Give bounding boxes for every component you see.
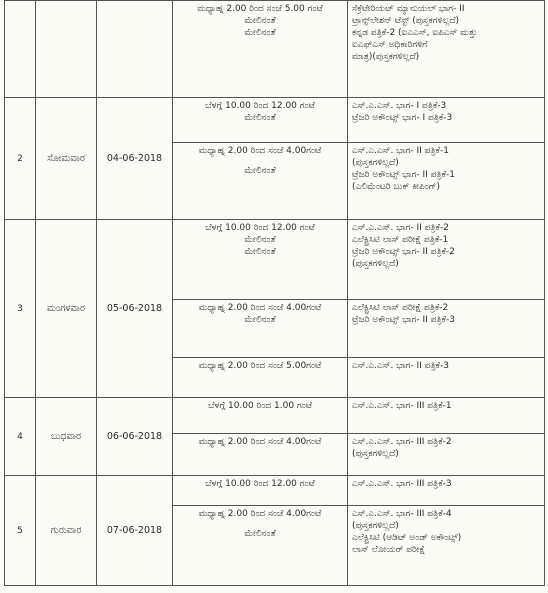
- exam-paper-cell: [348, 358, 545, 398]
- exam-paper-line: ಕನ್ನಡ ಪತ್ರಿಕೆ-2 (ಐಎಎಸ್, ಐಪಿಎಸ್ ಮತ್ತು: [352, 28, 478, 38]
- date-cell: 04-06-2018: [97, 98, 173, 220]
- exam-paper-line: ಎಲೆಕ್ಟ್ರಿಸಿಟಿ ಲಾಸ್ ಪರೀಕ್ಷೆ ಪತ್ರಿಕೆ-2: [352, 303, 449, 313]
- schedule-row: [5, 98, 545, 143]
- exam-paper-line: (ಪುಸ್ತಕಗಳಿಲ್ಲದೆ): [352, 449, 399, 459]
- time-slot-text: ಮಧ್ಯಾಹ್ನ 2.00 ರಿಂದ ಸಂಜೆ 4.00ಗಂಟೆ: [198, 437, 322, 447]
- time-slot-text: ಮಧ್ಯಾಹ್ನ 2.00 ರಿಂದ ಸಂಜೆ 5.00 ಗಂಟೆ: [197, 4, 323, 14]
- schedule-row: [5, 476, 545, 506]
- exam-paper-cell: [348, 220, 545, 300]
- exam-paper-line: ಎಸ್.ಎ.ಎಸ್. ಭಾಗ- III ಪತ್ರಿಕೆ-2: [352, 437, 452, 447]
- time-slot-text: ಬೆಳಗ್ಗೆ 10.00 ರಿಂದ 1.00 ಗಂಟೆ: [207, 401, 313, 411]
- exam-paper-cell: [348, 98, 545, 143]
- exam-paper-line: ಟ್ರೆಜರಿ ಅಕೌಂಟ್ಸ್ ಭಾಗ- II ಪತ್ರಿಕೆ-1: [352, 170, 455, 180]
- exam-paper-cell: [348, 398, 545, 434]
- schedule-row: [5, 1, 545, 98]
- serial-number-cell: 5: [5, 476, 36, 586]
- same-as-above-text: ಮೇಲಿನಂತೆ: [244, 247, 276, 257]
- exam-paper-line: ಐಎಫ್‌ಎಸ್ ಅಧಿಕಾರಿಗಳಿಗೆ: [352, 40, 428, 50]
- time-slot-cell: [173, 1, 348, 98]
- time-slot-cell: [173, 476, 348, 506]
- time-slot-text: ಮಧ್ಯಾಹ್ನ 2.00 ರಿಂದ ಸಂಜೆ 4.00ಗಂಟೆ: [198, 509, 322, 519]
- exam-paper-line: ಎಸ್.ಎ.ಎಸ್. ಭಾಗ- III ಪತ್ರಿಕೆ-1: [352, 401, 452, 411]
- exam-paper-line: ಎಲೆಕ್ಟ್ರಿಸಿಟಿ ಲಾಸ್ ಪರೀಕ್ಷೆ ಪತ್ರಿಕೆ-1: [352, 235, 449, 245]
- exam-paper-line: ಸೆಕ್ರೆಟೇರಿಯಟ್ ಮ್ಯಾನುಯಲ್ ಭಾಗ- II: [352, 4, 465, 14]
- same-as-above-text: ಮೇಲಿನಂತೆ: [244, 113, 276, 123]
- time-slot-cell: [173, 300, 348, 358]
- exam-paper-cell: [348, 1, 545, 98]
- exam-paper-line: ಎಸ್.ಎ.ಎಸ್. ಭಾಗ- III ಪತ್ರಿಕೆ-4: [352, 509, 452, 519]
- exam-paper-line: ಟ್ರೆಜರಿ ಅಕೌಂಟ್ಸ್ ಭಾಗ- I ಪತ್ರಿಕೆ-3: [352, 113, 453, 123]
- exam-paper-cell: [348, 434, 545, 476]
- time-slot-text: ಬೆಳಗ್ಗೆ 10.00 ರಿಂದ 12.00 ಗಂಟೆ: [205, 101, 315, 111]
- exam-paper-line: (ಪುಸ್ತಕಗಳಿಲ್ಲದೆ): [352, 259, 399, 269]
- exam-paper-line: ಎಸ್.ಎ.ಎಸ್. ಭಾಗ- II ಪತ್ರಿಕೆ-2: [352, 223, 449, 233]
- exam-paper-line: ಎಸ್.ಎ.ಎಸ್. ಭಾಗ- II ಪತ್ರಿಕೆ-3: [352, 361, 449, 371]
- time-slot-text: ಮಧ್ಯಾಹ್ನ 2.00 ರಿಂದ ಸಂಜೆ 5.00ಗಂಟೆ: [198, 361, 322, 371]
- weekday-cell: ಗುರುವಾರ: [36, 476, 97, 586]
- serial-number-cell: 4: [5, 398, 36, 476]
- time-slot-cell: [173, 506, 348, 586]
- weekday-cell: ಮಂಗಳವಾರ: [36, 220, 97, 398]
- exam-paper-line: ಮಾತ್ರ)(ಪುಸ್ತಕಗಳಿಲ್ಲದೆ): [352, 52, 420, 62]
- date-cell: 06-06-2018: [97, 398, 173, 476]
- date-cell: [97, 1, 173, 98]
- exam-paper-line: (ಪುಸ್ತಕಗಳಿಲ್ಲದೆ): [352, 521, 399, 531]
- exam-paper-line: ಎಲೆಕ್ಟ್ರಿಸಿಟಿ (ಆಡಿಟ್ ಅಂಡ್ ಅಕೌಂಟ್ಸ್): [352, 533, 462, 543]
- same-as-above-text: ಮೇಲಿನಂತೆ: [244, 166, 276, 176]
- exam-paper-line: (ಎಲಿಮೆಂಟರಿ ಬುಕ್ ಕೀಪಿಂಗ್): [352, 182, 441, 192]
- time-slot-text: ಮಧ್ಯಾಹ್ನ 2.00 ರಿಂದ ಸಂಜೆ 4.00ಗಂಟೆ: [198, 146, 322, 156]
- exam-paper-line: ಎಸ್.ಎ.ಎಸ್. ಭಾಗ- I ಪತ್ರಿಕೆ-3: [352, 101, 447, 111]
- exam-paper-line: ಎಸ್.ಎ.ಎಸ್. ಭಾಗ- III ಪತ್ರಿಕೆ-3: [352, 479, 452, 489]
- time-slot-cell: [173, 434, 348, 476]
- exam-paper-cell: [348, 300, 545, 358]
- weekday-cell: [36, 1, 97, 98]
- exam-paper-cell: [348, 476, 545, 506]
- same-as-above-text: ಮೇಲಿನಂತೆ: [244, 28, 276, 38]
- exam-paper-line: ಟ್ರಾನ್ಸ್‌ಲೇಶನ್ ಟೆಸ್ಟ್ (ಪುಸ್ತಕಗಳಿಲ್ಲದೆ): [352, 16, 460, 26]
- serial-number-cell: [5, 1, 36, 98]
- time-slot-cell: [173, 220, 348, 300]
- exam-schedule-table: [4, 0, 545, 586]
- time-slot-cell: [173, 358, 348, 398]
- time-slot-text: ಬೆಳಗ್ಗೆ 10.00 ರಿಂದ 12.00 ಗಂಟೆ: [205, 223, 315, 233]
- time-slot-cell: [173, 143, 348, 220]
- exam-paper-cell: [348, 506, 545, 586]
- exam-paper-line: ಲಾಸ್ ಲೋಯರ್ ಪರೀಕ್ಷೆ: [352, 545, 426, 555]
- time-slot-cell: [173, 98, 348, 143]
- serial-number-cell: 2: [5, 98, 36, 220]
- same-as-above-text: ಮೇಲಿನಂತೆ: [244, 315, 276, 325]
- same-as-above-text: ಮೇಲಿನಂತೆ: [244, 16, 276, 26]
- serial-number-cell: 3: [5, 220, 36, 398]
- time-slot-text: ಬೆಳಗ್ಗೆ 10.00 ರಿಂದ 12.00 ಗಂಟೆ: [205, 479, 315, 489]
- schedule-row: [5, 398, 545, 434]
- schedule-row: [5, 220, 545, 300]
- time-slot-cell: [173, 398, 348, 434]
- schedule-body: [5, 1, 545, 586]
- time-slot-text: ಮಧ್ಯಾಹ್ನ 2.00 ರಿಂದ ಸಂಜೆ 4.00ಗಂಟೆ: [198, 303, 322, 313]
- exam-paper-line: (ಪುಸ್ತಕಗಳಿಲ್ಲದೆ): [352, 158, 399, 168]
- same-as-above-text: ಮೇಲಿನಂತೆ: [244, 235, 276, 245]
- same-as-above-text: ಮೇಲಿನಂತೆ: [244, 529, 276, 539]
- weekday-cell: ಸೋಮವಾರ: [36, 98, 97, 220]
- date-cell: 07-06-2018: [97, 476, 173, 586]
- exam-paper-line: ಟ್ರೆಜರಿ ಅಕೌಂಟ್ಸ್ ಭಾಗ- II ಪತ್ರಿಕೆ-2: [352, 247, 455, 257]
- exam-paper-line: ಟ್ರೆಜರಿ ಅಕೌಂಟ್ಸ್ ಭಾಗ- II ಪತ್ರಿಕೆ-3: [352, 315, 455, 325]
- exam-paper-line: ಎಸ್.ಎ.ಎಸ್. ಭಾಗ- II ಪತ್ರಿಕೆ-1: [352, 146, 449, 156]
- date-cell: 05-06-2018: [97, 220, 173, 398]
- weekday-cell: ಬುಧವಾರ: [36, 398, 97, 476]
- exam-paper-cell: [348, 143, 545, 220]
